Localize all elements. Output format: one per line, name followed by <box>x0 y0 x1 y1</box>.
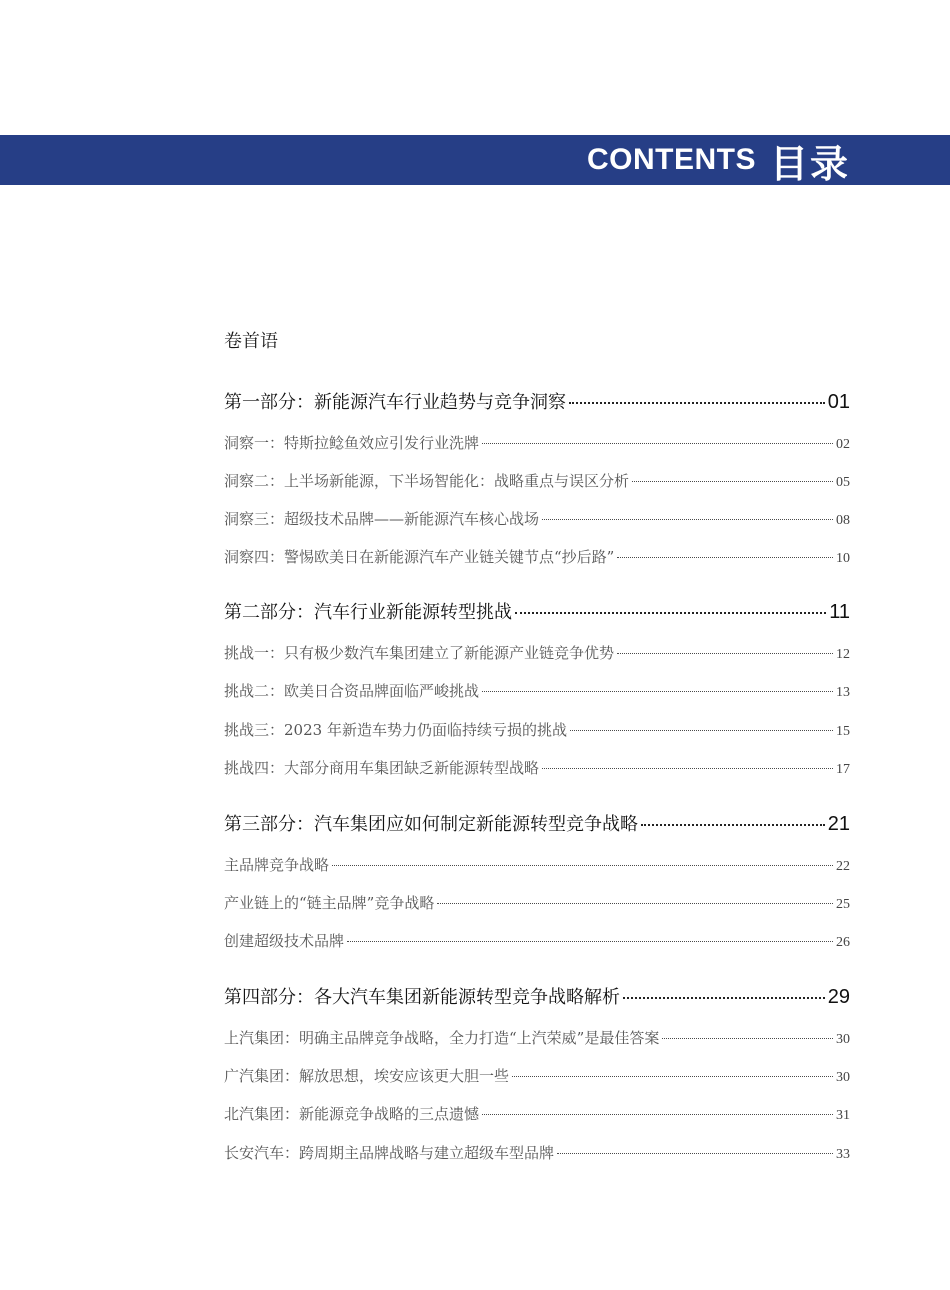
toc-entry-title: 创建超级技术品牌 <box>224 932 345 950</box>
dot-leader <box>570 716 833 731</box>
toc-section-page: 21 <box>827 813 850 835</box>
dot-leader <box>332 851 833 866</box>
toc-section-page: 01 <box>827 391 850 413</box>
dot-leader <box>623 981 825 999</box>
dot-leader <box>482 1100 833 1115</box>
toc-entry-page: 15 <box>836 724 850 739</box>
toc-entry-page: 08 <box>836 513 850 528</box>
toc-entry-title: 产业链上的“链主品牌”竞争战略 <box>224 894 435 912</box>
dot-leader <box>641 808 825 826</box>
toc-entry <box>224 930 850 951</box>
toc-entry-page: 13 <box>836 685 850 700</box>
toc-entry <box>224 508 850 529</box>
toc-entry <box>224 1103 850 1124</box>
dot-leader <box>347 927 833 942</box>
toc-section-3 <box>224 810 850 836</box>
dot-leader <box>512 1062 833 1077</box>
toc-entry-title: 挑战一：只有极少数汽车集团建立了新能源产业链竞争优势 <box>224 644 615 662</box>
toc-entry-title: 北汽集团：新能源竞争战略的三点遗憾 <box>224 1105 480 1123</box>
toc-entry-title: 主品牌竞争战略 <box>224 856 330 874</box>
banner-title-cn: 目录 <box>769 141 850 186</box>
toc-entry <box>224 757 850 778</box>
toc-entry <box>224 1065 850 1086</box>
dot-leader <box>515 596 826 614</box>
toc-entry <box>224 719 850 740</box>
toc-entry-page: 10 <box>836 551 850 566</box>
toc-entry <box>224 642 850 663</box>
toc-section-1 <box>224 388 850 414</box>
dot-leader <box>482 429 833 444</box>
toc-section-title: 第二部分：汽车行业新能源转型挑战 <box>224 602 512 623</box>
toc-section-title: 第三部分：汽车集团应如何制定新能源转型竞争战略 <box>224 814 638 835</box>
dot-leader <box>617 543 833 558</box>
toc-entry <box>224 546 850 567</box>
toc-entry <box>224 470 850 491</box>
toc-section-title: 第一部分：新能源汽车行业趋势与竞争洞察 <box>224 392 566 413</box>
toc-section-title: 第四部分：各大汽车集团新能源转型竞争战略解析 <box>224 987 620 1008</box>
toc-entry-page: 17 <box>836 762 850 777</box>
toc-entry <box>224 892 850 913</box>
toc-entry-title: 洞察四：警惕欧美日在新能源汽车产业链关键节点“抄后路” <box>224 548 615 566</box>
dot-leader <box>437 889 833 904</box>
toc-entry-page: 25 <box>836 897 850 912</box>
toc-entry-title: 洞察一：特斯拉鲶鱼效应引发行业洗牌 <box>224 434 480 452</box>
toc-entry-title: 洞察二：上半场新能源，下半场智能化：战略重点与误区分析 <box>224 472 630 490</box>
toc-entry-page: 33 <box>836 1147 850 1162</box>
toc-entry <box>224 854 850 875</box>
toc-entry <box>224 1142 850 1163</box>
banner-title <box>587 135 850 185</box>
dot-leader <box>569 386 825 404</box>
toc-entry-title: 洞察三：超级技术品牌——新能源汽车核心战场 <box>224 510 540 528</box>
toc-entry-title: 挑战四：大部分商用车集团缺乏新能源转型战略 <box>224 759 540 777</box>
dot-leader <box>662 1024 833 1039</box>
toc-entry-title: 挑战二：欧美日合资品牌面临严峻挑战 <box>224 682 480 700</box>
toc-section-page: 29 <box>827 986 850 1008</box>
toc-preface: 卷首语 <box>224 331 278 352</box>
toc-entry-page: 30 <box>836 1070 850 1085</box>
toc-entry-page: 30 <box>836 1032 850 1047</box>
toc-section-page: 11 <box>829 601 850 623</box>
toc-entry-page: 22 <box>836 859 850 874</box>
dot-leader <box>632 467 833 482</box>
dot-leader <box>482 677 833 692</box>
toc-entry-page: 26 <box>836 935 850 950</box>
toc-entry-title: 广汽集团：解放思想，埃安应该更大胆一些 <box>224 1067 510 1085</box>
banner-title-en: CONTENTS <box>586 143 756 176</box>
contents-banner <box>0 135 950 185</box>
toc-entry <box>224 1027 850 1048</box>
toc-entry-title: 长安汽车：跨周期主品牌战略与建立超级车型品牌 <box>224 1144 555 1162</box>
dot-leader <box>542 754 833 769</box>
toc-section-2 <box>224 598 850 624</box>
toc-entry <box>224 432 850 453</box>
dot-leader <box>557 1139 833 1154</box>
toc-section-4 <box>224 983 850 1009</box>
toc-entry-page: 05 <box>836 475 850 490</box>
toc-entry <box>224 680 850 701</box>
toc-entry-page: 12 <box>836 647 850 662</box>
toc-entry-title: 上汽集团：明确主品牌竞争战略，全力打造“上汽荣威”是最佳答案 <box>224 1029 660 1047</box>
toc-entry-page: 02 <box>836 437 850 452</box>
toc-entry-page: 31 <box>836 1108 850 1123</box>
dot-leader <box>617 639 833 654</box>
dot-leader <box>542 505 833 520</box>
toc-entry-title: 挑战三：2023 年新造车势力仍面临持续亏损的挑战 <box>224 721 567 739</box>
